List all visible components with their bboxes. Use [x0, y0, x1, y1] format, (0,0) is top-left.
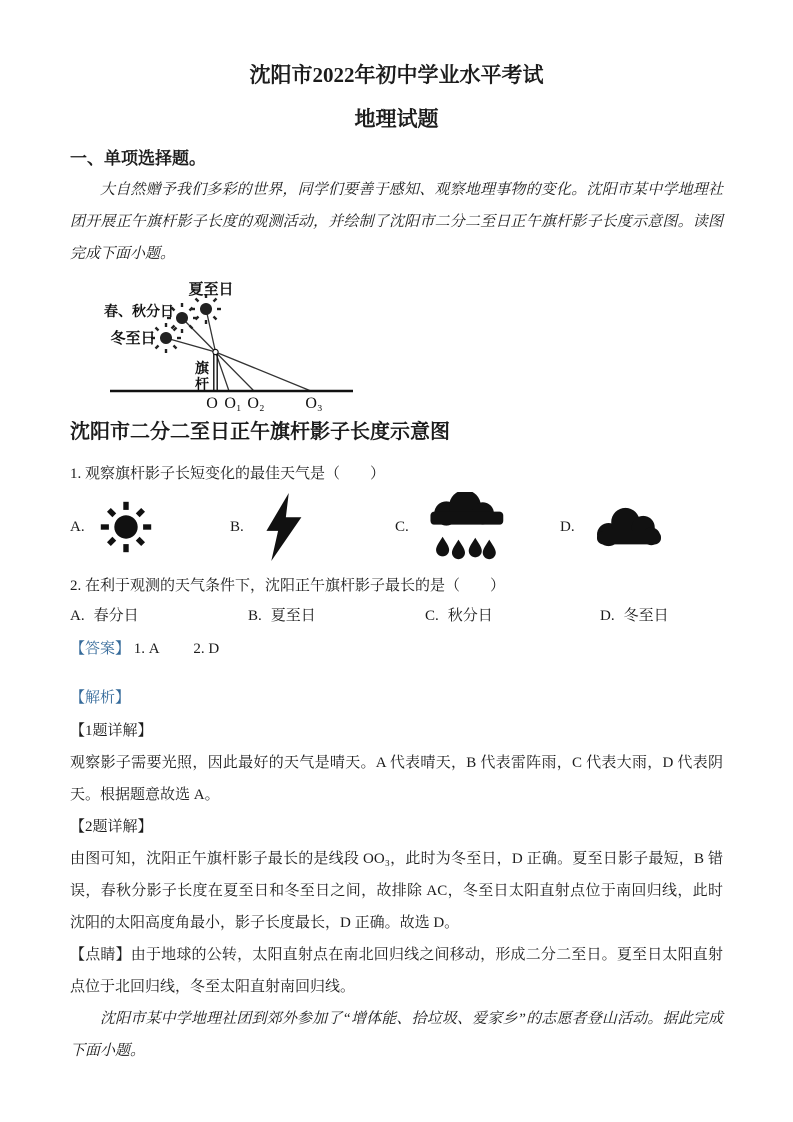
sun-icon: [99, 499, 153, 555]
winter-solstice-label: 冬至日: [110, 331, 156, 347]
answer-marker: 【答案】: [70, 641, 131, 657]
flagpole-label-char1: 旗: [195, 362, 209, 377]
option-b-label: B.: [230, 518, 244, 535]
page-title: 沈阳市2022年初中学业水平考试: [249, 63, 544, 87]
summer-sun-icon: [191, 294, 221, 324]
answer-line: [70, 639, 723, 660]
ground-point-o: O: [206, 395, 218, 412]
option-a-text: 春分日: [93, 608, 139, 624]
answer-item-1: 1. A: [133, 641, 160, 657]
detail-2-heading: 【2题详解】: [70, 819, 153, 835]
option-c-label: C.: [395, 518, 409, 535]
option-a: [70, 606, 248, 627]
option-b-label: B.: [248, 608, 262, 624]
option-a-label: A.: [70, 608, 85, 624]
option-c: [395, 492, 560, 562]
question-1: 1. 观察旗杆影子长短变化的最佳天气是（ ）: [70, 466, 386, 482]
detail-1-heading: 【1题详解】: [70, 723, 153, 739]
summer-solstice-label: 夏至日: [188, 282, 234, 298]
shadow-diagram: [75, 272, 723, 422]
detail-1-body: 观察影子需要光照，因此最好的天气是晴天。A 代表晴天，B 代表雷阵雨，C 代表大雨，D 代表阴天。根据题意故选 A。: [70, 755, 723, 803]
detail-2-body: 由图可知，沈阳正午旗杆影子最长的是线段 OO₃，此时为冬至日，D 正确。夏至日影子最短，B 错误，春秋分影子长度在夏至日和冬至日之间，故排除 AC，冬至日太阳直射点位于南回归线，此时沈阳的太阳高度角最小，影子长度最长，D 正确。故选 D。: [70, 851, 723, 931]
page-subtitle: 地理试题: [354, 107, 439, 131]
option-b-text: 夏至日: [270, 608, 316, 624]
ground-point-o1: O₁: [224, 395, 242, 412]
option-a: [70, 499, 230, 555]
option-c-text: 秋分日: [447, 608, 493, 624]
option-b: [230, 493, 395, 561]
lightning-icon: [258, 493, 304, 561]
option-d-label: D.: [600, 608, 615, 624]
sun-rays-lines: [166, 309, 311, 391]
diagram-caption: 沈阳市二分二至日正午旗杆影子长度示意图: [70, 421, 450, 443]
option-c: [425, 606, 600, 627]
ground-point-o2: O₂: [247, 395, 265, 412]
option-d-label: D.: [560, 518, 575, 535]
shadow-diagram-svg: [75, 272, 435, 417]
point-body: 由于地球的公转，太阳直射点在南北回归线之间移动，形成二分二至日。夏至日太阳直射点位于北回归线，冬至太阳直射南回归线。: [70, 947, 723, 995]
point-marker: 【点睛】: [70, 947, 131, 963]
option-c-label: C.: [425, 608, 439, 624]
flagpole: [213, 349, 218, 391]
next-intro-paragraph: 沈阳市某中学地理社团到郊外参加了“增体能、拾垃圾、爱家乡”的志愿者登山活动。据此完成下面小题。: [70, 1011, 723, 1059]
section-heading: 一、单项选择题。: [70, 149, 206, 168]
option-b: [248, 606, 425, 627]
analysis-marker: 【解析】: [70, 690, 131, 706]
option-d: [560, 501, 723, 553]
question-1-options: [70, 492, 723, 562]
question-2-options: [70, 606, 723, 627]
ground-point-o3: O₃: [305, 395, 323, 412]
equinox-label: 春、秋分日: [104, 305, 174, 320]
question-2: 2. 在利于观测的天气条件下，沈阳正午旗杆影子最长的是（ ）: [70, 578, 506, 594]
option-a-label: A.: [70, 518, 85, 535]
flagpole-label-char2: 杆: [195, 378, 209, 393]
answer-item-2: 2. D: [193, 641, 220, 657]
rain-cloud-icon: [423, 492, 507, 562]
option-d-text: 冬至日: [623, 608, 669, 624]
intro-paragraph: 大自然赠予我们多彩的世界，同学们要善于感知、观察地理事物的变化。沈阳市某中学地理社团开展正午旗杆影子长度的观测活动，并绘制了沈阳市二分二至日正午旗杆影子长度示意图。读图完成下面小题。: [70, 182, 723, 262]
point-paragraph: [70, 939, 723, 1003]
option-d: [600, 606, 723, 627]
cloud-icon: [589, 501, 669, 553]
analysis-line: [70, 688, 723, 709]
